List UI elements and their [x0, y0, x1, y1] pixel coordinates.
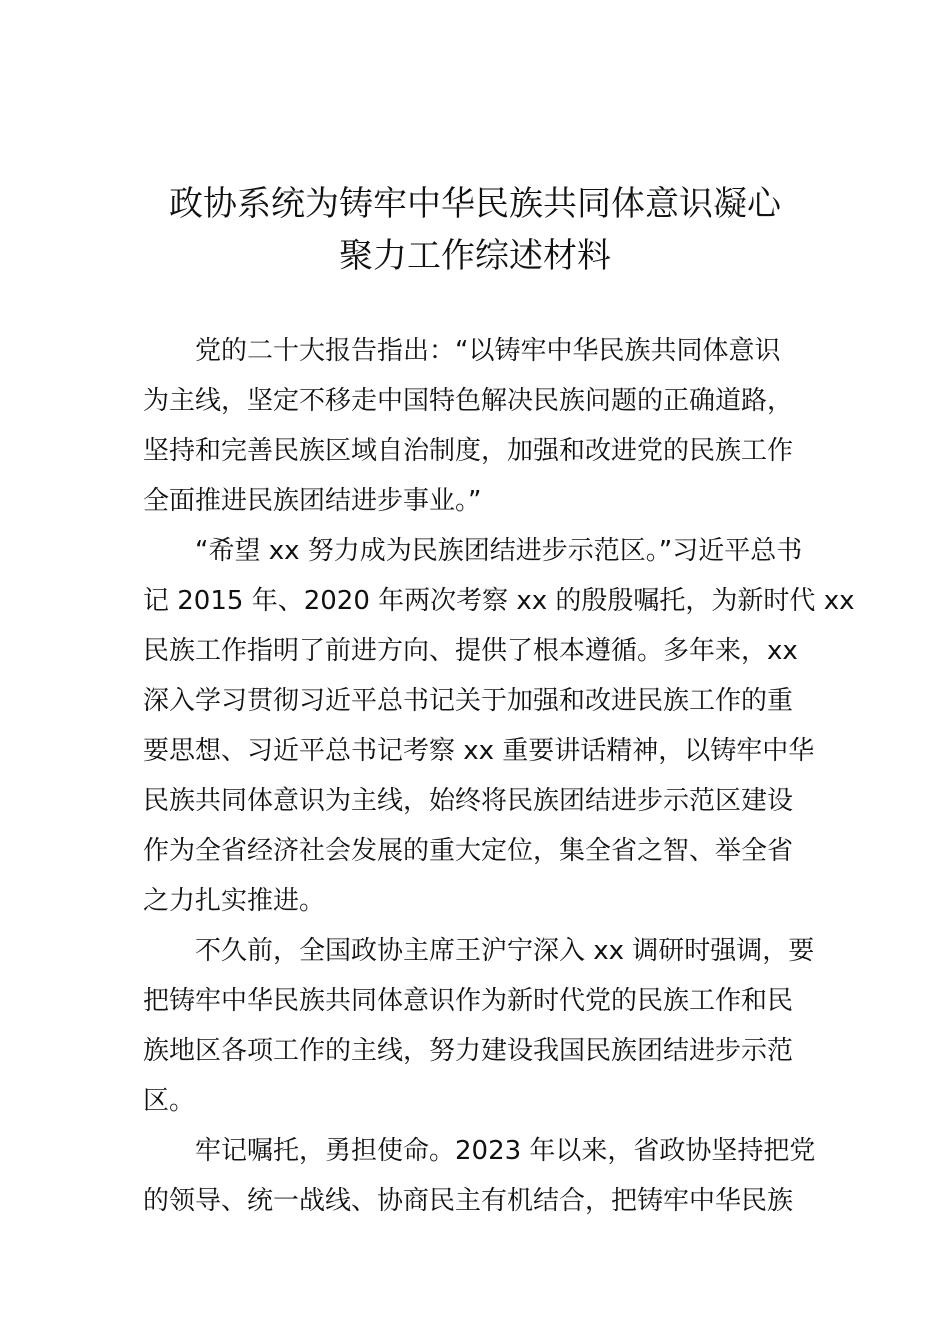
paragraph-line: 作为全省经济社会发展的重大定位，集全省之智、举全省	[143, 836, 794, 866]
document-body	[143, 326, 855, 1226]
paragraph-line: 为主线，坚定不移走中国特色解决民族问题的正确道路，	[143, 386, 794, 416]
paragraph-line: 牢记嘱托，勇担使命。2023 年以来，省政协坚持把党	[195, 1136, 816, 1166]
paragraph-line: “希望 xx 努力成为民族团结进步示范区。”习近平总书	[195, 536, 803, 566]
paragraph-line: 把铸牢中华民族共同体意识作为新时代党的民族工作和民	[143, 986, 794, 1016]
document-title	[100, 178, 850, 282]
paragraph-line: 的领导、统一战线、协商民主有机结合，把铸牢中华民族	[143, 1186, 794, 1216]
paragraph-line: 党的二十大报告指出：“以铸牢中华民族共同体意识	[195, 336, 781, 366]
paragraph	[143, 1126, 816, 1226]
paragraph	[143, 926, 815, 1126]
paragraph-line: 之力扎实推进。	[143, 886, 326, 916]
paragraph-line: 不久前，全国政协主席王沪宁深入 xx 调研时强调，要	[195, 936, 815, 966]
paragraph-line: 坚持和完善民族区域自治制度，加强和改进党的民族工作	[143, 436, 794, 466]
paragraph	[143, 526, 855, 926]
title-line: 聚力工作综述材料	[339, 236, 611, 276]
paragraph-line: 深入学习贯彻习近平总书记关于加强和改进民族工作的重	[143, 686, 794, 716]
paragraph-line: 民族工作指明了前进方向、提供了根本遵循。多年来，xx	[143, 636, 798, 666]
paragraph-line: 民族共同体意识为主线，始终将民族团结进步示范区建设	[143, 786, 794, 816]
title-line: 政协系统为铸牢中华民族共同体意识凝心	[169, 184, 781, 224]
paragraph-line: 区。	[143, 1086, 196, 1116]
paragraph-line: 要思想、习近平总书记考察 xx 重要讲话精神，以铸牢中华	[143, 736, 815, 766]
paragraph-line: 记 2015 年、2020 年两次考察 xx 的殷殷嘱托，为新时代 xx	[143, 586, 855, 616]
paragraph-line: 族地区各项工作的主线，努力建设我国民族团结进步示范	[143, 1036, 794, 1066]
paragraph-line: 全面推进民族团结进步事业。”	[143, 486, 482, 516]
paragraph	[143, 326, 811, 526]
